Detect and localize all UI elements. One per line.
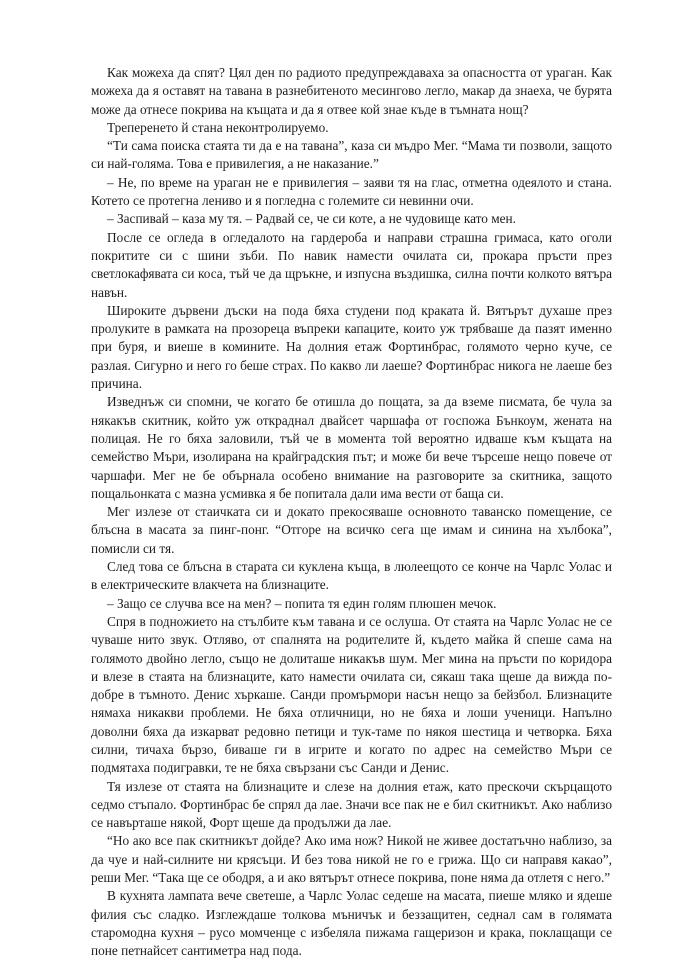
paragraph: – Заспивай – каза му тя. – Радвай се, че си коте, а не чудовище като мен. <box>107 211 517 227</box>
paragraph: Тя излезе от стаята на близнаците и слезе на долния етаж, като прескочи скърцащото седмо стъпало. Фортинбрас бе спрял да лае. Значи все пак не е бил скитникът. Ако наблизо се навърташе някой, Форт щеше да продължи да лае. <box>91 778 612 831</box>
paragraph: – Не, по време на ураган не е привилегия – заяви тя на глас, отметна одеялото и стана. Котето се протегна лениво и я погледна с големите си невинни очи. <box>91 174 612 209</box>
paragraph: Треперенето й стана неконтролируемо. <box>107 119 329 135</box>
paragraph: – Защо се случва все на мен? – попита тя един голям плюшен мечок. <box>107 595 497 611</box>
paragraph: Как можеха да спят? Цял ден по радиото предупреждаваха за опасността от ураган. Как можеха да я оставят на тавана в разнебитеното месингово легло, макар да знаеха, че бурята може да отнесе покрива на къщата и да я отвее кой знае къде в тъмната нощ? <box>91 65 612 117</box>
paragraph: “Ти сама поиска стаята ти да е на тавана”, каза си мъдро Мег. “Мама ти позволи, защото си най-голяма. Това е привилегия, а не наказание.” <box>91 138 612 172</box>
body-text <box>91 64 612 961</box>
paragraph: Изведнъж си спомни, че когато бе отишла до пощата, за да вземе писмата, бе чула за някакъв скитник, който уж откраднал двайсет чаршафа от госпожа Бънкоум, жената на полицая. Не го бяха заловили, тъй че в момента той вероятно идваше към къщата на семейство Мъри, изолирана на крайградския път; и може би вече търсеше нещо повече от чаршафи. Мег не бе обърнала особено внимание на разговорите за скитника, защото пощальонката с мазна усмивка я бе попитала дали има вести от баща си. <box>91 394 612 501</box>
paragraph: След това се блъсна в старата си куклена къща, в люлеещото се конче на Чарлс Уолас и в електрическите влакчета на близнаците. <box>91 559 612 593</box>
paragraph: Спря в подножието на стълбите към тавана и се ослуша. От стаята на Чарлс Уолас не се чуваше нито звук. Отляво, от спалнята на родителите й, където майка й спеше сама на голямото двойно легло, също не долиташе никакъв шум. Мег мина на пръсти по коридора и влезе в стаята на близнаците, като намести очилата си, сякаш така щеше да вижда по-добре в тъмното. Денис хъркаше. Санди промърмори насън нещо за бейзбол. Близнаците нямаха никакви проблеми. Не бяха отличници, но не бяха и лоши ученици. Напълно доволни бяха да изкарват редовно петици и тук-таме по някоя шестица и четворка. Бяха силни, тичаха бързо, биваше ги в игрите и когато по адрес на семейство Мъри се подмятаха подигравки, те не бяха свързани със Санди и Денис. <box>91 613 612 776</box>
paragraph: Широките дървени дъски на пода бяха студени под краката й. Вятърът духаше през пролуките в рамката на прозореца въпреки капаците, които уж трябваше да пазят именно при буря, и виеше в комините. На долния етаж Фортинбрас, голямото черно куче, се разлая. Сигурно и него го беше страх. По какво ли лаеше? Фортинбрас никога не лаеше без причина. <box>91 302 612 392</box>
paragraph: В кухнята лампата вече светеше, а Чарлс Уолас седеше на масата, пиеше мляко и ядеше филия със сладко. Изглеждаше толкова мъничък и беззащитен, седнал сам в голямата старомодна кухня – русо момченце с избеляла пижама гащеризон и крака, поклащащи се поне петнайсет сантиметра над пода. <box>91 888 612 959</box>
paragraph: Мег излезе от стаичката си и докато прекосяваше основното таванско помещение, се блъсна в масата за пинг-понг. “Отгоре на всичко сега ще имам и синина на хълбока”, помисли си тя. <box>91 504 612 556</box>
paragraph: После се огледа в огледалото на гардероба и направи страшна гримаса, като оголи покритите си с шини зъби. По навик намести очилата си, прокара пръсти през светлокафявата си коса, тъй че да щръкне, и изпусна въздишка, силна почти колкото вятъра навън. <box>91 229 612 300</box>
paragraph: “Но ако все пак скитникът дойде? Ако има нож? Никой не живее достатъчно наблизо, за да чуе и най-силните ни крясъци. И без това никой не го е грижа. Що си направя какао”, реши Мег. “Така ще се ободря, а и ако вятърът отнесе покрива, поне няма да отлетя с него.” <box>91 833 612 886</box>
